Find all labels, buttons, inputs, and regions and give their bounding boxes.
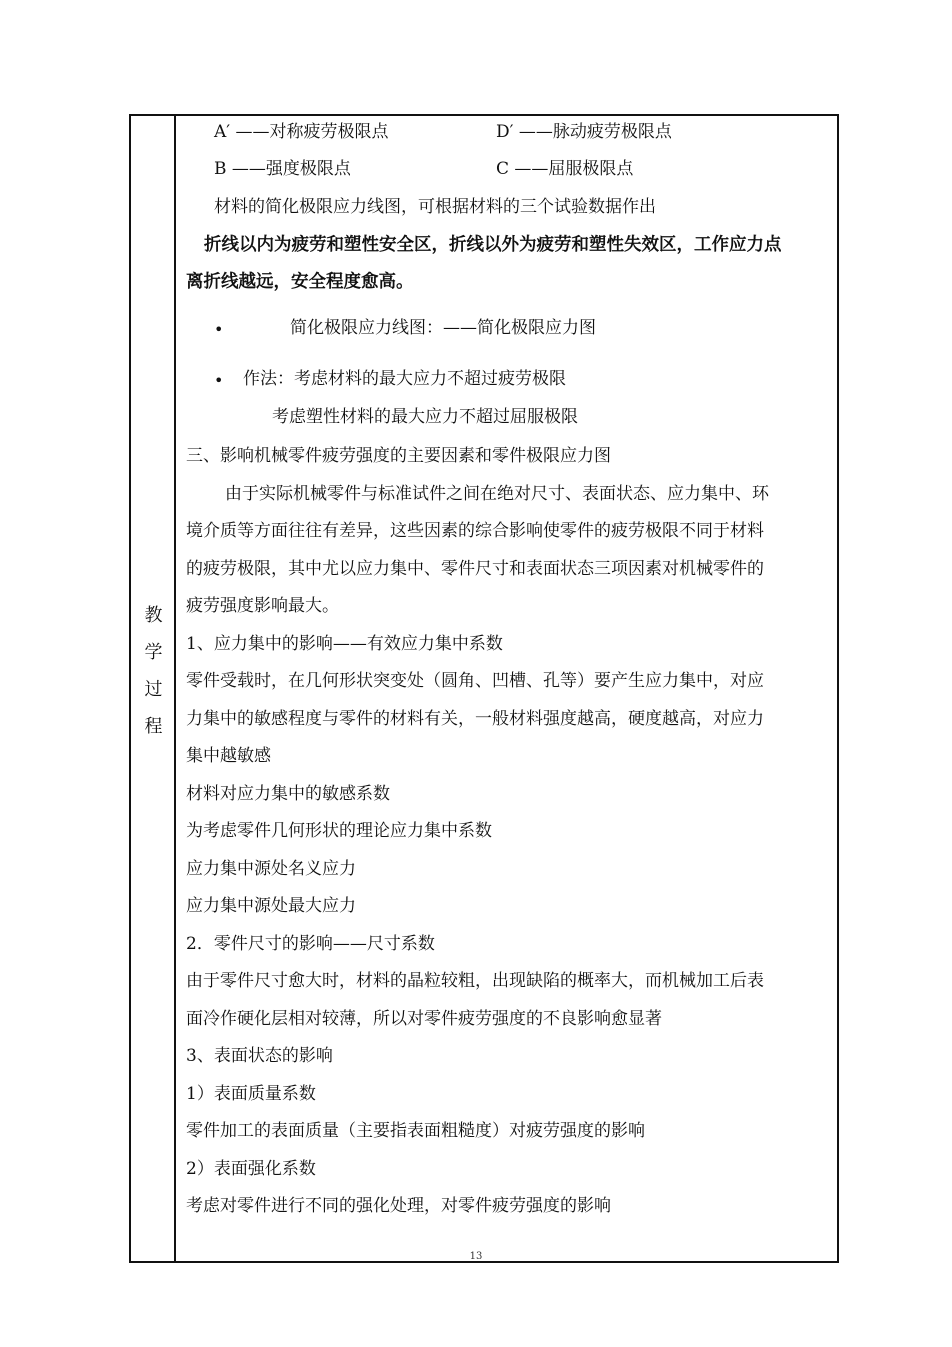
section-heading: 三、影响机械零件疲劳强度的主要因素和零件极限应力图 — [186, 446, 611, 466]
side-label-char: 程 — [144, 716, 163, 737]
paragraph-line: 集中越敏感 — [186, 746, 271, 766]
paragraph-line: 由于零件尺寸愈大时，材料的晶粒较粗，出现缺陷的概率大，而机械加工后表 — [186, 971, 764, 991]
point-d-prime: D′ ——脉动疲劳极限点 — [496, 122, 672, 142]
bullet-icon: • — [214, 320, 224, 339]
paragraph-line: 疲劳强度影响最大。 — [186, 596, 339, 616]
bold-para-line: 离折线越远，安全程度愈高。 — [186, 272, 414, 292]
bullet-item: 简化极限应力线图：——简化极限应力图 — [290, 318, 596, 338]
paragraph-line: 力集中的敏感程度与零件的材料有关，一般材料强度越高，硬度越高，对应力 — [186, 709, 764, 729]
subsection-heading: 3、表面状态的影响 — [186, 1046, 333, 1066]
sub-item-heading: 2）表面强化系数 — [186, 1159, 316, 1179]
paragraph-line: 的疲劳极限，其中尤以应力集中、零件尺寸和表面状态三项因素对机械零件的 — [186, 559, 764, 579]
side-label-char: 学 — [144, 642, 163, 663]
subsection-heading: 1、应力集中的影响——有效应力集中系数 — [186, 634, 503, 654]
bullet-item: 作法：考虑材料的最大应力不超过疲劳极限 — [243, 369, 566, 389]
note-line: 应力集中源处名义应力 — [186, 859, 356, 879]
paragraph-line: 面冷作硬化层相对较薄，所以对零件疲劳强度的不良影响愈显著 — [186, 1009, 662, 1029]
page-number: 13 — [469, 1251, 483, 1262]
note-line: 材料对应力集中的敏感系数 — [186, 784, 390, 804]
paragraph-line: 零件受载时，在几何形状突变处（圆角、凹槽、孔等）要产生应力集中，对应 — [186, 671, 764, 691]
paragraph-line: 由于实际机械零件与标准试件之间在绝对尺寸、表面状态、应力集中、环 — [225, 484, 769, 504]
bold-para-line: 折线以内为疲劳和塑性安全区，折线以外为疲劳和塑性失效区，工作应力点 — [204, 235, 782, 255]
note-line: 应力集中源处最大应力 — [186, 896, 356, 916]
paragraph-line: 考虑对零件进行不同的强化处理，对零件疲劳强度的影响 — [186, 1196, 611, 1216]
paragraph-line: 零件加工的表面质量（主要指表面粗糙度）对疲劳强度的影响 — [186, 1121, 645, 1141]
point-a-prime: A′ ——对称疲劳极限点 — [214, 122, 389, 142]
point-b: B ——强度极限点 — [214, 159, 351, 179]
bullet-icon: • — [214, 371, 224, 390]
paragraph-line: 境介质等方面往往有差异，这些因素的综合影响使零件的疲劳极限不同于材料 — [186, 521, 764, 541]
subsection-heading: 2．零件尺寸的影响——尺寸系数 — [186, 934, 435, 954]
point-c: C ——屈服极限点 — [496, 159, 634, 179]
bullet-item-continuation: 考虑塑性材料的最大应力不超过屈服极限 — [272, 407, 578, 427]
sub-item-heading: 1）表面质量系数 — [186, 1084, 316, 1104]
note-line: 为考虑零件几何形状的理论应力集中系数 — [186, 821, 492, 841]
side-label-char: 教 — [144, 605, 163, 626]
side-label-char: 过 — [144, 679, 163, 700]
intro-text: 材料的简化极限应力线图，可根据材料的三个试验数据作出 — [214, 197, 656, 217]
